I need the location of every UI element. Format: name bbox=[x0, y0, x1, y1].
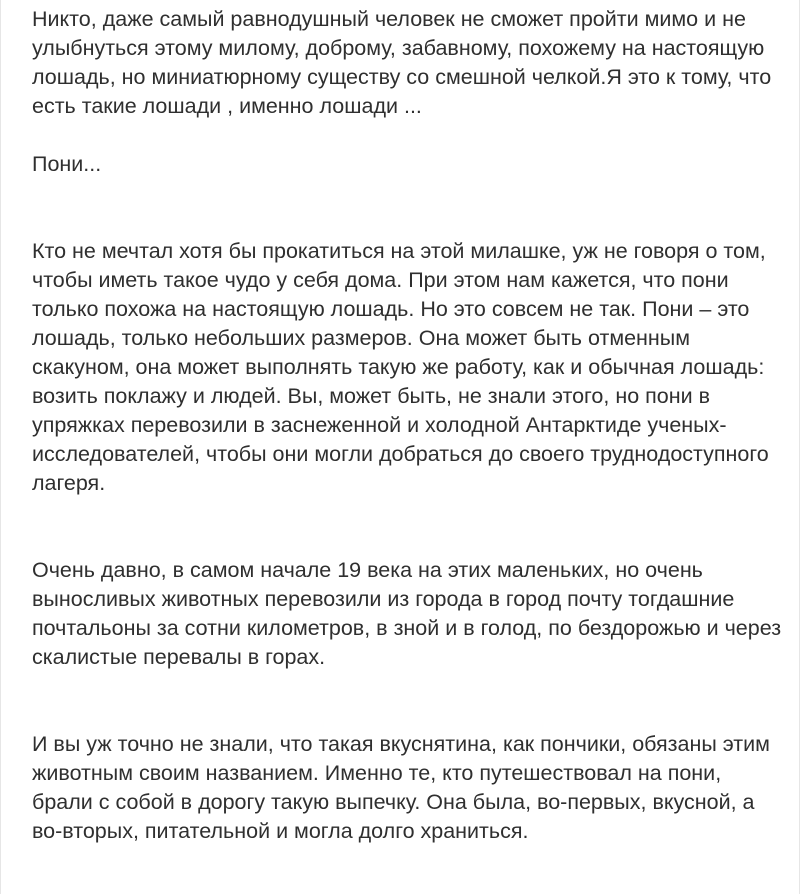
paragraph-mail: Очень давно, в самом начале 19 века на этих маленьких, но очень выносливых животных перевозили из города в город почту тогдашние почтальоны за сотни километров, в зной и в голод, по бездорожью и через скалистые перевалы в горах. bbox=[32, 558, 782, 669]
paragraph-antarctica: Кто не мечтал хотя бы прокатиться на этой милашке, уж не говоря о том, чтобы иметь такое чудо у себя дома. При этом нам кажется, что пони только похожа на настоящую лошадь. Но это совсем не так. Пони – это лошадь, только небольших размеров. Она может быть отменным скакуном, она может выполнять такую же работу, как и обычная лошадь: возить поклажу и людей. Вы, может быть, не знали этого, но пони в упряжках перевозили в заснеженной и холодной Антарктиде ученых-исследователей, чтобы они могли добраться до своего труднодоступного лагеря. bbox=[32, 239, 769, 495]
paragraph-gap bbox=[32, 498, 784, 556]
article-body bbox=[32, 5, 784, 846]
paragraph-gap bbox=[32, 121, 784, 150]
paragraph-pony-heading: Пони... bbox=[32, 152, 102, 176]
paragraph-donuts: И вы уж точно не знали, что такая вкуснятина, как пончики, обязаны этим животным своим названием. Именно те, кто путешествовал на пони, брали с собой в дорогу такую выпечку. Она была, во-первых, вкусной, а во-вторых, питательной и могла долго храниться. bbox=[32, 732, 770, 843]
paragraph-intro: Никто, даже самый равнодушный человек не сможет пройти мимо и не улыбнуться этому милому, доброму, забавному, похожему на настоящую лошадь, но миниатюрному существу со смешной челкой.Я это к тому, что есть такие лошади , именно лошади ... bbox=[32, 7, 772, 118]
paragraph-gap bbox=[32, 179, 784, 237]
paragraph-gap bbox=[32, 672, 784, 730]
